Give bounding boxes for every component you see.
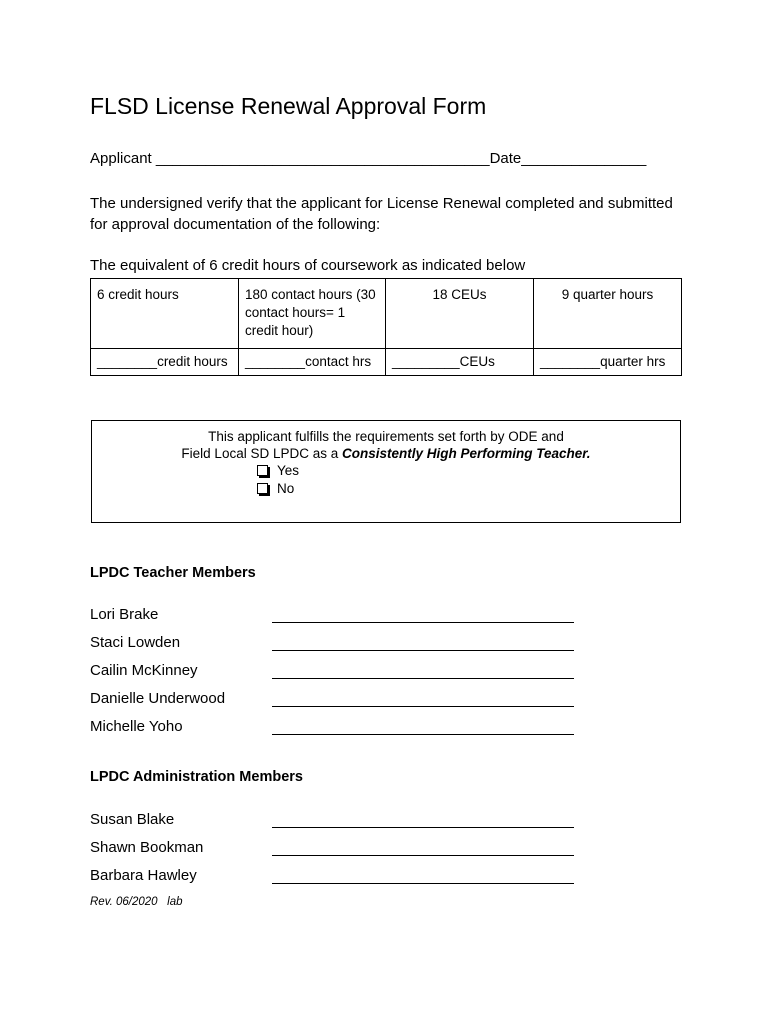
signature-line[interactable]	[272, 622, 574, 623]
member-name: Lori Brake	[90, 606, 159, 623]
requirements-line-2-text: Field Local SD LPDC as a	[181, 446, 342, 461]
member-name: Danielle Underwood	[90, 690, 226, 707]
table-cell: 6 credit hours	[91, 279, 239, 349]
table-cell: 9 quarter hours	[534, 279, 682, 349]
requirements-emphasis: Consistently High Performing Teacher.	[342, 446, 591, 461]
table-row	[91, 349, 682, 376]
signature-line[interactable]	[272, 734, 574, 735]
option-no[interactable]	[257, 481, 294, 496]
credits-table	[90, 278, 682, 376]
member-name: Michelle Yoho	[90, 718, 183, 735]
member-name: Susan Blake	[90, 811, 175, 828]
checkbox-icon[interactable]	[257, 483, 268, 494]
option-label: No	[277, 481, 295, 496]
teacher-section-heading: LPDC Teacher Members	[90, 565, 256, 581]
checkbox-icon[interactable]	[257, 465, 268, 476]
ceus-field[interactable]: _________CEUs	[386, 349, 534, 376]
option-label: Yes	[277, 463, 300, 478]
quarter-hours-field[interactable]: ________quarter hrs	[534, 349, 682, 376]
requirements-line-1: This applicant fulfills the requirements set forth by ODE and	[208, 429, 564, 444]
signature-line[interactable]	[272, 827, 574, 828]
signature-line[interactable]	[272, 706, 574, 707]
page-title: FLSD License Renewal Approval Form	[90, 93, 487, 119]
revision-note: Rev. 06/2020 lab	[90, 896, 183, 908]
table-cell: 18 CEUs	[386, 279, 534, 349]
signature-line[interactable]	[272, 883, 574, 884]
table-row	[91, 279, 682, 349]
member-name: Staci Lowden	[90, 634, 181, 651]
member-name: Shawn Bookman	[90, 839, 204, 856]
admin-section-heading: LPDC Administration Members	[90, 769, 303, 785]
intro-text: The undersigned verify that the applicant for License Renewal completed and submitted for approval documentation of the following:	[90, 195, 673, 233]
contact-hours-field[interactable]: ________contact hrs	[239, 349, 386, 376]
signature-line[interactable]	[272, 678, 574, 679]
equivalent-heading: The equivalent of 6 credit hours of coursework as indicated below	[90, 257, 526, 274]
signature-line[interactable]	[272, 855, 574, 856]
option-yes[interactable]	[257, 463, 299, 478]
member-name: Barbara Hawley	[90, 867, 197, 884]
requirements-line-2	[92, 446, 680, 461]
credit-hours-field[interactable]: ________credit hours	[91, 349, 239, 376]
signature-line[interactable]	[272, 650, 574, 651]
requirements-box	[91, 420, 681, 523]
table-cell: 180 contact hours (30 contact hours= 1 credit hour)	[239, 279, 386, 349]
applicant-date-line: Applicant ________________________________________Date_______________	[90, 150, 647, 167]
member-name: Cailin McKinney	[90, 662, 198, 679]
